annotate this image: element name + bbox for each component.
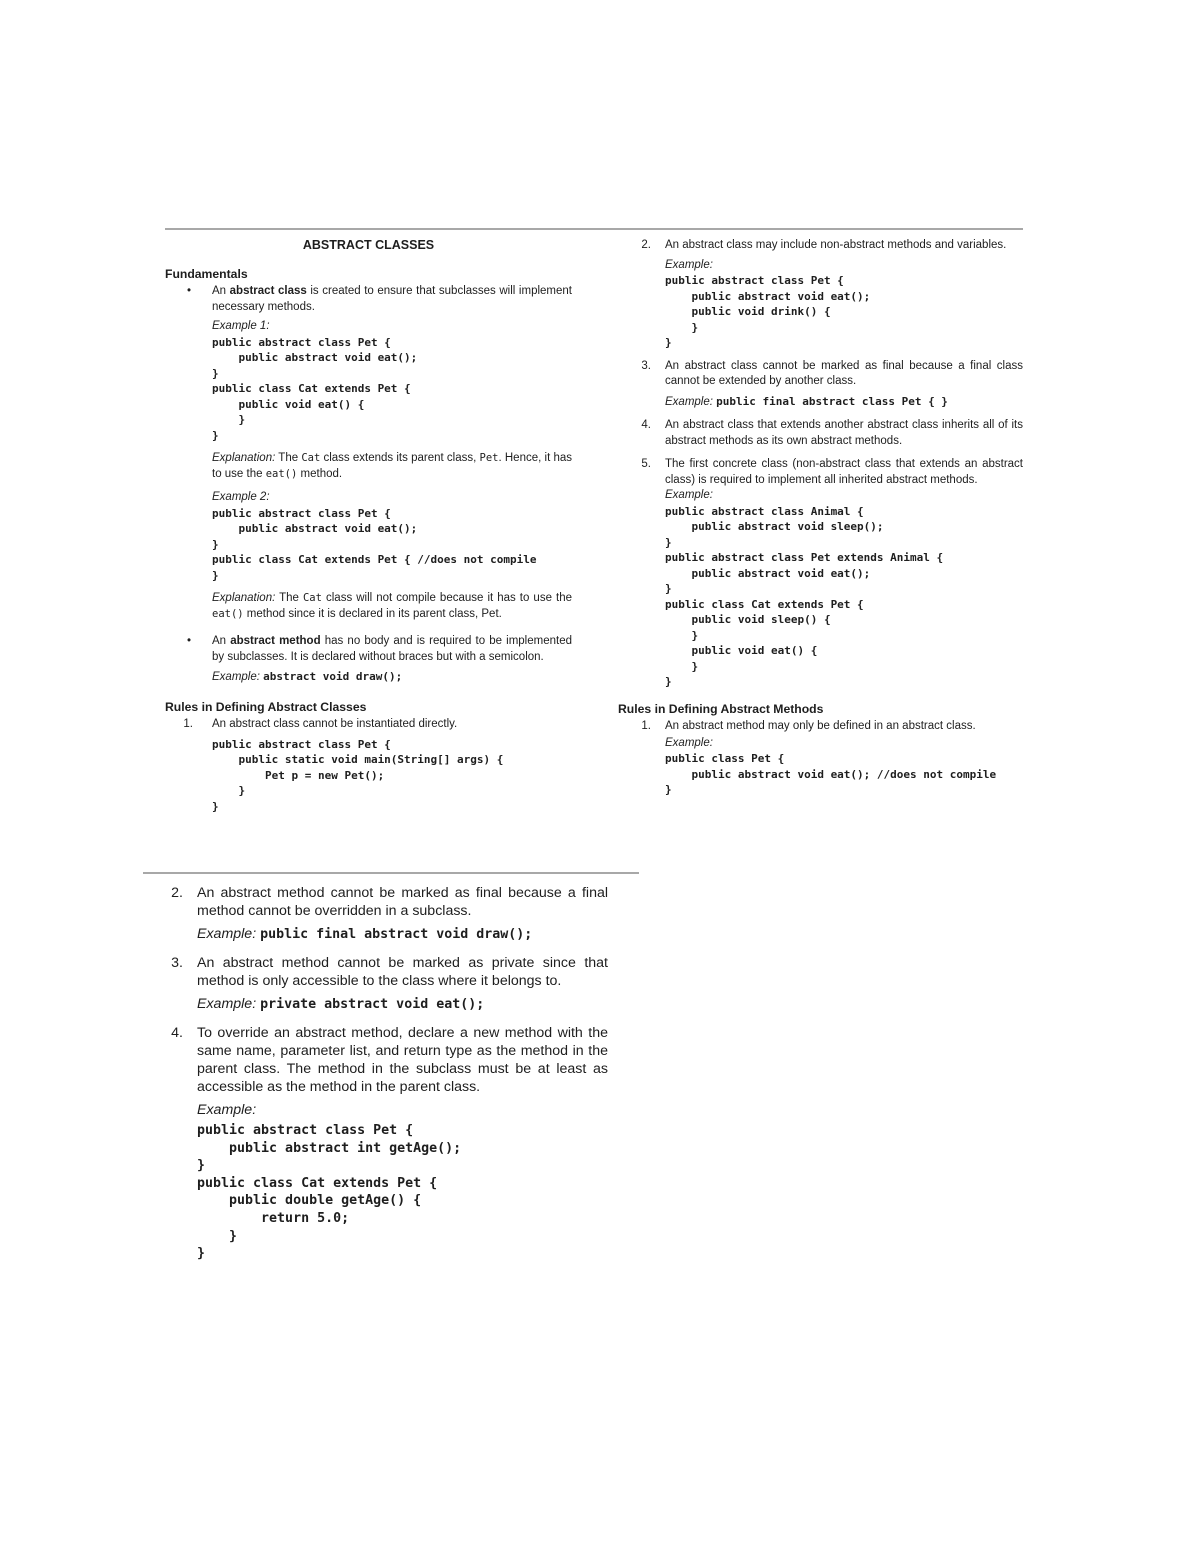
- text-run: class extends its parent class,: [320, 452, 480, 464]
- example-label: Example:: [665, 395, 713, 408]
- rules-classes-item-1-text: An abstract class cannot be instantiated directly.: [212, 718, 458, 730]
- example-1-code: public abstract class Pet { public abstract void eat(); } public class Cat extends Pet { public void eat() { } }: [212, 335, 418, 442]
- example-label: Example:: [212, 671, 260, 683]
- rules-methods-item-3-text: An abstract method cannot be marked as private since that method is only accessible to the class where it belongs to.: [197, 955, 608, 989]
- rules-methods-item-3-example: [197, 995, 608, 1014]
- rules-classes-item-5: [618, 457, 1023, 690]
- text-run: The: [275, 452, 302, 464]
- item-number: 1.: [641, 720, 651, 732]
- text-run: method since it is declared in its parent class, Pet.: [243, 607, 502, 620]
- inline-code: private abstract void eat();: [260, 997, 485, 1012]
- explanation-label: Explanation:: [212, 452, 276, 464]
- rules-classes-item-3-text: An abstract class cannot be marked as final because a final class cannot be extended by another class.: [665, 359, 1023, 387]
- item-number: 3.: [641, 359, 651, 372]
- rules-methods-item-4-code: public abstract class Pet { public abstract int getAge(); } public class Cat extends Pet { public double getAge() { return 5.0; } }: [197, 1123, 462, 1262]
- rules-classes-item-5-code: public abstract class Animal { public abstract void sleep(); } public abstract class Pet extends Animal { public abstract void eat(); } public class Cat extends Pet { public void sleep() { } public void eat() { } }: [665, 504, 944, 688]
- inline-code: Cat: [301, 452, 321, 464]
- fundamentals-bullet-2: [165, 634, 572, 686]
- text-run: class will not compile because it has to use the: [321, 592, 573, 604]
- rules-classes-item-2-text: An abstract class may include non-abstract methods and variables.: [665, 239, 1007, 251]
- rules-methods-item-1-text: An abstract method may only be defined in an abstract class.: [665, 720, 976, 732]
- text-run: The: [275, 592, 303, 604]
- example-label: Example:: [197, 996, 257, 1012]
- item-number: 5.: [641, 458, 651, 470]
- text-run: method.: [297, 467, 343, 480]
- inline-code: eat(): [265, 467, 298, 480]
- rules-methods-heading: Rules in Defining Abstract Methods: [618, 701, 824, 716]
- text-run: has no body and is required to be implemented by subclasses. It is declared without braces but with a semicolon.: [212, 635, 572, 663]
- text-run: An: [212, 635, 231, 647]
- example-label: Example:: [197, 1102, 257, 1118]
- rules-methods-item-1-code: public class Pet { public abstract void eat(); //does not compile }: [665, 752, 997, 796]
- rules-classes-item-1-code: public abstract class Pet { public static void main(String[] args) { Pet p = new Pet(); } }: [212, 737, 504, 813]
- rules-classes-item-1: [165, 717, 572, 814]
- rules-classes-item-3-example: [665, 394, 1023, 411]
- bullet-marker: •: [186, 635, 191, 647]
- bold-term: abstract method: [230, 635, 321, 647]
- item-number: 2.: [641, 239, 651, 251]
- bottom-column: [165, 884, 608, 1273]
- rules-classes-item-4-text: An abstract class that extends another abstract class inherits all of its abstract methods as its own abstract methods.: [665, 419, 1023, 447]
- rules-methods-item-3: [165, 954, 608, 1014]
- fundamentals-heading: Fundamentals: [165, 266, 248, 281]
- example-label: Example:: [665, 489, 713, 501]
- rules-classes-item-4: [618, 418, 1023, 449]
- left-column: [165, 238, 572, 822]
- inline-code: eat(): [212, 607, 244, 620]
- example-2-label: Example 2:: [212, 491, 270, 503]
- page-title: ABSTRACT CLASSES: [302, 238, 435, 252]
- rules-methods-item-4-text: To override an abstract method, declare a new method with the same name, parameter list, and return type as the method in the parent class. The method in the subclass must be at least as accessible as the method in the parent class.: [197, 1025, 608, 1095]
- explanation-label: Explanation:: [212, 592, 276, 604]
- example-1-label: Example 1:: [212, 320, 270, 332]
- inline-code: abstract void draw();: [263, 670, 403, 683]
- fundamentals-bullet-1: [165, 284, 572, 622]
- inline-code: Pet: [479, 452, 499, 464]
- rules-classes-item-2: [618, 238, 1023, 351]
- bullet-2-example: [212, 669, 572, 686]
- bullet-marker: •: [186, 285, 191, 297]
- rules-classes-heading: Rules in Defining Abstract Classes: [165, 699, 367, 714]
- bold-term: abstract class: [229, 285, 307, 297]
- rules-methods-item-2-example: [197, 925, 608, 944]
- bullet-2-text: [212, 634, 572, 665]
- example-2-code: public abstract class Pet { public abstract void eat(); } public class Cat extends Pet { //does not compile }: [212, 506, 537, 582]
- example-label: Example:: [665, 736, 713, 749]
- rules-methods-item-1: [618, 719, 1023, 798]
- rules-classes-item-5-text: The first concrete class (non-abstract class that extends an abstract class) is required to implement all inherited abstract methods.: [665, 458, 1023, 486]
- example-label: Example:: [665, 258, 713, 271]
- rules-methods-item-4: [165, 1024, 608, 1263]
- explanation-1: [212, 451, 572, 482]
- item-number: 4.: [171, 1025, 183, 1041]
- item-number: 2.: [171, 885, 183, 901]
- item-number: 4.: [641, 419, 651, 431]
- top-divider: [165, 228, 1023, 230]
- example-label: Example:: [197, 926, 257, 942]
- rules-methods-item-2-text: An abstract method cannot be marked as final because a final method cannot be overridden in a subclass.: [197, 885, 608, 919]
- bullet-1-text: [212, 284, 572, 315]
- inline-code: public final abstract class Pet { }: [716, 394, 948, 408]
- text-run: An: [212, 285, 230, 297]
- inline-code: Cat: [302, 592, 322, 604]
- item-number: 3.: [171, 955, 183, 971]
- inline-code: public final abstract void draw();: [260, 927, 533, 942]
- text-run: . Hence, it has to use the: [212, 452, 573, 480]
- mid-divider: [143, 872, 639, 874]
- explanation-2: [212, 591, 572, 622]
- rules-classes-item-2-code: public abstract class Pet { public abstract void eat(); public void drink() { } }: [665, 274, 871, 349]
- rules-classes-item-3: [618, 359, 1023, 411]
- rules-methods-item-2: [165, 884, 608, 944]
- text-run: is created to ensure that subclasses will implement necessary methods.: [212, 285, 572, 313]
- item-number: 1.: [183, 718, 193, 730]
- right-column: [618, 238, 1023, 806]
